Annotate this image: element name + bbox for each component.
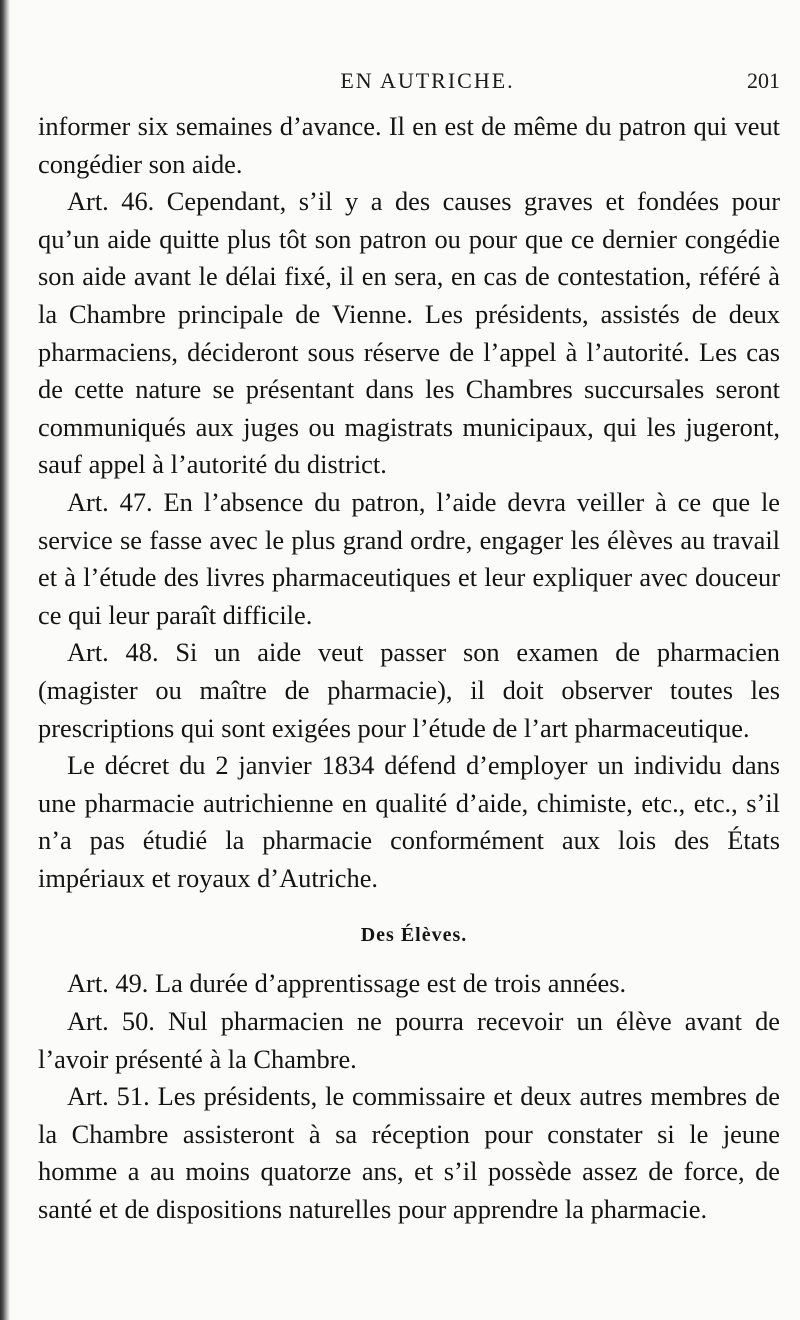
paragraph-art-49: Art. 49. La durée d’apprentissage est de trois années. <box>67 968 627 999</box>
paragraph-art-48: Art. 48. Si un aide veut passer son examen de pharmacien (magister ou maître de pharmacie), il doit observer toutes les prescriptions qui sont exigées pour l’étude de l’art pharmaceutique. <box>38 637 780 743</box>
paragraph-art-46: Art. 46. Cependant, s’il y a des causes graves et fondées pour qu’un aide quitte plus tôt son patron ou pour que ce dernier congédie son aide avant le délai fixé, il en sera, en cas de contestation, référé à la Chambre principale de Vienne. Les présidents, assistés de deux pharmaciens, décideront sous réserve de l’appel à l’autorité. Les cas de cette nature se présentant dans les Chambres succursales seront communiqués aux juges ou magistrats municipaux, qui les jugeront, sauf appel à l’autorité du district. <box>38 186 780 480</box>
running-title: EN AUTRICHE. <box>340 68 515 93</box>
binding-shadow <box>0 0 10 1320</box>
page-number: 201 <box>747 68 780 93</box>
section-heading: Des Élèves. <box>360 924 468 947</box>
paragraph-art-51: Art. 51. Les présidents, le commissaire et deux autres membres de la Chambre assisteront à sa réception pour constater si le jeune homme a au moins quatorze ans, et s’il possède assez de force, de santé et de dispositions naturelles pour apprendre la pharmacie. <box>38 1081 780 1225</box>
body-text <box>38 108 780 1229</box>
paragraph: informer six semaines d’avance. Il en est de même du patron qui veut congédier son aide. <box>38 111 780 179</box>
running-head <box>40 68 780 104</box>
paragraph-art-50: Art. 50. Nul pharmacien ne pourra recevoir un élève avant de l’avoir présenté à la Chambre. <box>38 1006 780 1074</box>
paragraph-art-47: Art. 47. En l’absence du patron, l’aide devra veiller à ce que le service se fasse avec le plus grand ordre, engager les élèves au travail et à l’étude des livres pharmaceutiques et leur expliquer avec douceur ce qui leur paraît difficile. <box>38 486 780 630</box>
paragraph-decree-1834: Le décret du 2 janvier 1834 défend d’employer un individu dans une pharmacie autrichienne en qualité d’aide, chimiste, etc., etc., s’il n’a pas étudié la pharmacie conformément aux lois des États impériaux et royaux d’Autriche. <box>38 750 780 893</box>
